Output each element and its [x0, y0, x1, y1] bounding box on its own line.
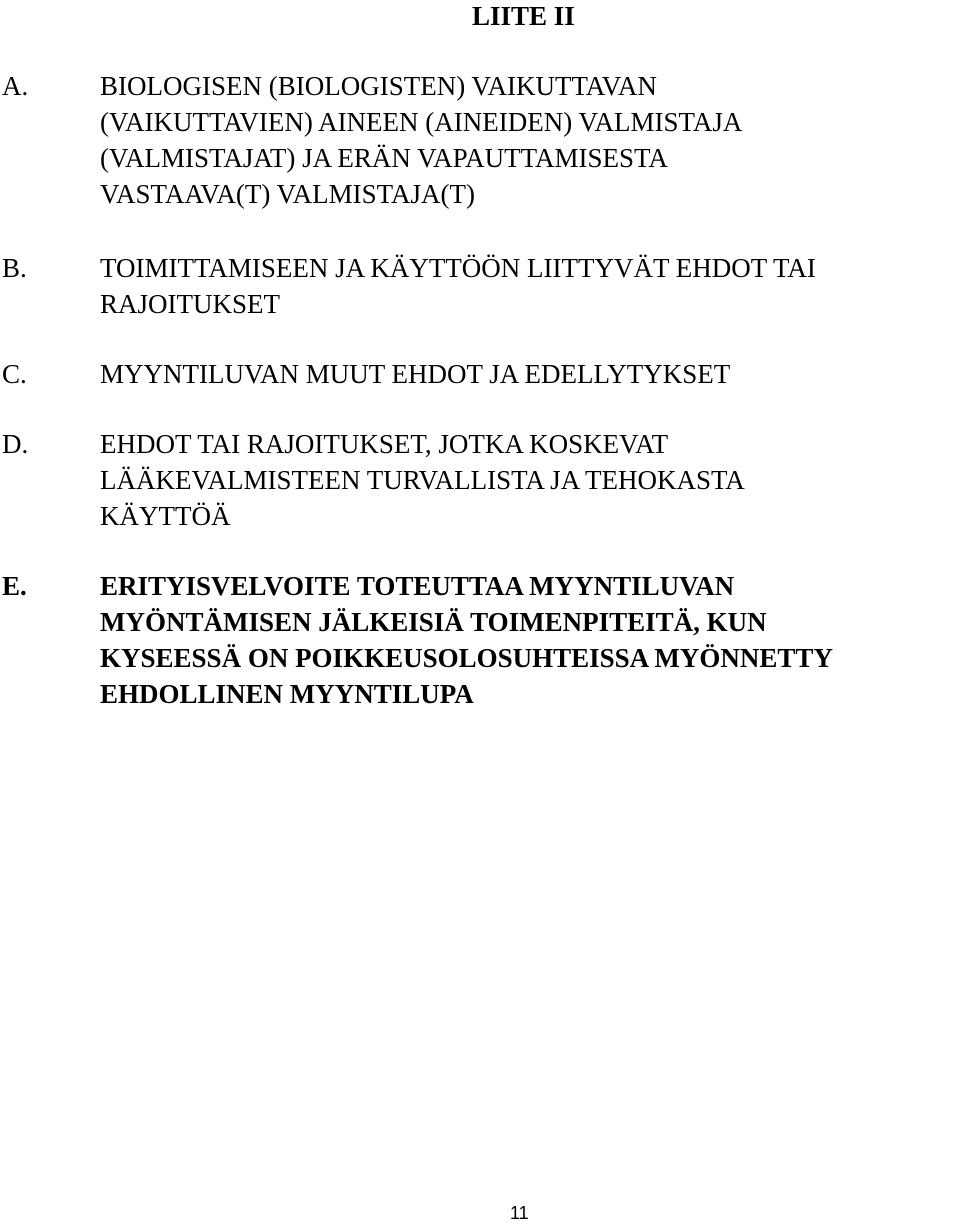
section-heading — [100, 356, 958, 392]
heading-line: KÄYTTÖÄ — [100, 501, 231, 531]
heading-line: MYÖNTÄMISEN JÄLKEISIÄ TOIMENPITEITÄ, KUN — [100, 607, 767, 637]
section-heading — [100, 250, 958, 322]
section-heading — [100, 568, 958, 712]
heading-line: KYSEESSÄ ON POIKKEUSOLOSUHTEISSA MYÖNNETTY — [100, 643, 833, 673]
heading-line: EHDOLLINEN MYYNTILUPA — [100, 679, 474, 709]
heading-line: ERITYISVELVOITE TOTEUTTAA MYYNTILUVAN — [100, 571, 735, 601]
heading-line: RAJOITUKSET — [100, 289, 280, 319]
heading-line: (VAIKUTTAVIEN) AINEEN (AINEIDEN) VALMISTAJA — [100, 107, 743, 137]
section-heading — [100, 426, 958, 534]
annex-title: LIITE II — [472, 1, 575, 31]
heading-line: (VALMISTAJAT) JA ERÄN VAPAUTTAMISESTA — [100, 143, 668, 173]
section-letter: A. — [2, 71, 29, 101]
section-letter: E. — [2, 571, 27, 601]
section-letter: B. — [2, 253, 27, 283]
section-letter: C. — [2, 359, 27, 389]
heading-line: TOIMITTAMISEEN JA KÄYTTÖÖN LIITTYVÄT EHDOT TAI — [100, 253, 816, 283]
section-letter: D. — [2, 429, 29, 459]
heading-line: MYYNTILUVAN MUUT EHDOT JA EDELLYTYKSET — [100, 359, 731, 389]
page-number: 11 — [510, 1203, 529, 1223]
heading-line: BIOLOGISEN (BIOLOGISTEN) VAIKUTTAVAN — [100, 71, 657, 101]
section-heading — [100, 68, 958, 212]
heading-line: VASTAAVA(T) VALMISTAJA(T) — [100, 179, 475, 209]
heading-line: EHDOT TAI RAJOITUKSET, JOTKA KOSKEVAT — [100, 429, 669, 459]
heading-line: LÄÄKEVALMISTEEN TURVALLISTA JA TEHOKASTA — [100, 465, 745, 495]
